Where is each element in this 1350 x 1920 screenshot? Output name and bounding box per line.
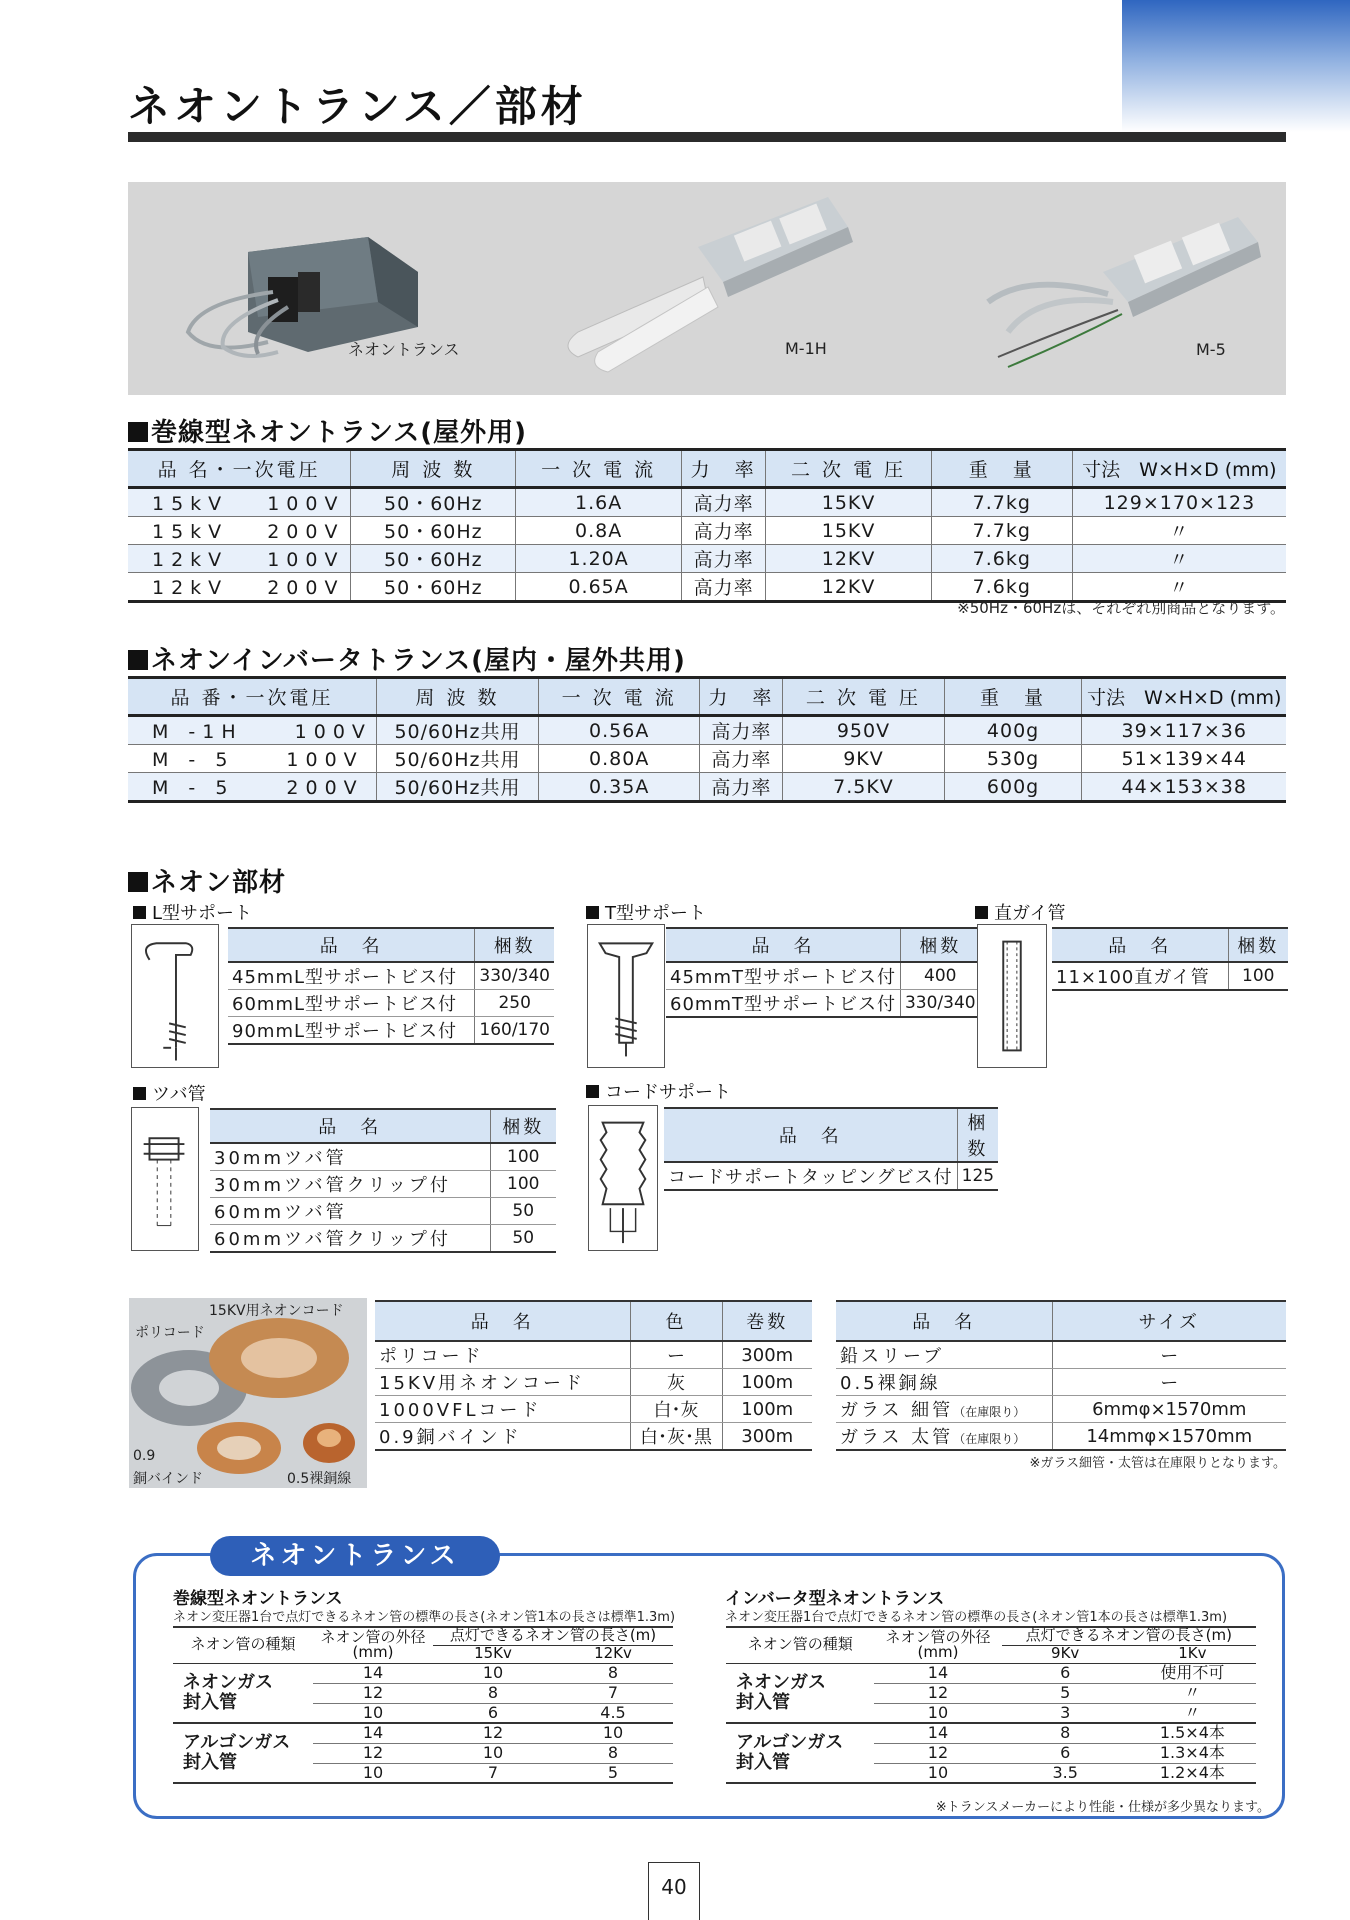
column-header: 重 量 — [944, 678, 1082, 716]
cord-photo-label-05: 0.5裸銅線 — [287, 1471, 352, 1487]
table-cell: 50/60Hz共用 — [376, 745, 538, 773]
table-cell: 14 — [874, 1663, 1001, 1683]
column-header: 梱数 — [1228, 928, 1288, 962]
table-cell: 10 — [874, 1763, 1001, 1783]
table-cell: 50/60Hz共用 — [376, 716, 538, 745]
table-cell — [836, 1423, 1052, 1451]
table-cell: 11×100直ガイ管 — [1052, 962, 1228, 990]
table-cell: 9KV — [783, 745, 944, 773]
cord-photo-label-09: 0.9 — [133, 1448, 156, 1464]
table-cell: 12KV — [766, 573, 931, 602]
photo-caption-neon-transformer: ネオントランス — [348, 340, 460, 359]
corner-gradient — [1122, 0, 1350, 132]
tsuba-table — [210, 1108, 556, 1253]
guide-right-table — [726, 1626, 1256, 1784]
table-cell: 14 — [313, 1723, 433, 1743]
table-row — [210, 1171, 556, 1198]
table-cell: 白･灰･黒 — [630, 1423, 722, 1451]
item-name: ガラス 細管 — [840, 1400, 954, 1421]
tsupport-table — [666, 927, 980, 1018]
table-cell: 12 — [313, 1743, 433, 1763]
column-header: 品 名 — [210, 1109, 490, 1143]
table-cell: 51×139×44 — [1082, 745, 1286, 773]
cord-photo-label-15kv: 15KV用ネオンコード — [209, 1303, 344, 1319]
section-heading-winding: 巻線型ネオントランス(屋外用) — [128, 412, 527, 449]
table-cell: 10 — [553, 1723, 673, 1743]
table-cell: 0.9銅バインド — [375, 1423, 630, 1451]
photo-caption-m1h: M-1H — [785, 339, 827, 358]
table-cell: M - 5 100V — [128, 745, 376, 773]
table-cell: 1.3×4本 — [1129, 1743, 1256, 1763]
column-header: サイズ — [1052, 1301, 1286, 1341]
table-cell: 7.7kg — [931, 488, 1072, 517]
table-row — [128, 488, 1286, 517]
table-cell: 129×170×123 — [1072, 488, 1286, 517]
column-header: 1Kv — [1129, 1645, 1256, 1663]
table-row — [173, 1723, 673, 1743]
straight-pipe-label: 直ガイ管 — [975, 899, 1065, 925]
table-row — [836, 1369, 1286, 1396]
table-cell: 15KV — [766, 488, 931, 517]
table-row — [228, 990, 554, 1017]
title-rule — [128, 132, 1286, 142]
table-cell: 100m — [722, 1396, 812, 1423]
table-cell: 300m — [722, 1341, 812, 1369]
table-cell: 〃 — [1129, 1683, 1256, 1703]
page-number: 40 — [648, 1862, 700, 1920]
table-cell — [836, 1396, 1052, 1423]
table-cell: 100m — [722, 1369, 812, 1396]
table-cell: 60mmツバ管 — [210, 1198, 490, 1225]
table-cell: 10 — [433, 1663, 553, 1683]
table-row — [375, 1369, 812, 1396]
gas-type — [173, 1723, 313, 1783]
column-header: 力 率 — [700, 678, 783, 716]
table-cell: 白･灰 — [630, 1396, 722, 1423]
lsupport-label: L型サポート — [133, 899, 252, 925]
table-row — [210, 1198, 556, 1225]
column-header: 12Kv — [553, 1645, 673, 1663]
table-cell: 15KV用ネオンコード — [375, 1369, 630, 1396]
table-cell: 1.2×4本 — [1129, 1763, 1256, 1783]
column-header — [874, 1627, 1001, 1663]
column-header: 力 率 — [681, 450, 766, 488]
table-cell: 0.65A — [516, 573, 681, 602]
column-header: 重 量 — [931, 450, 1072, 488]
photo-caption-m5: M-5 — [1196, 340, 1226, 359]
winding-note: ※50Hz・60Hzは、それぞれ別商品となります。 — [957, 599, 1285, 617]
table-cell: ー — [1052, 1341, 1286, 1369]
product-photo — [128, 182, 1286, 395]
table-cell: 12 — [433, 1723, 553, 1743]
table-row — [1052, 962, 1288, 990]
winding-transformer-table — [128, 448, 1286, 603]
tsuba-label: ツバ管 — [133, 1080, 206, 1106]
table-cell: 50・60Hz — [351, 517, 516, 545]
table-row — [128, 773, 1286, 802]
table-row — [726, 1723, 1256, 1743]
column-header: 周 波 数 — [351, 450, 516, 488]
page-title: ネオントランス／部材 — [128, 82, 587, 131]
table-row — [228, 962, 554, 990]
section-heading-parts: ネオン部材 — [128, 862, 286, 899]
item-name: ガラス 太管 — [840, 1427, 954, 1448]
table-cell: 39×117×36 — [1082, 716, 1286, 745]
table-cell: 15KV — [766, 517, 931, 545]
table-cell: 15kV 100V — [128, 488, 351, 517]
column-header: 梱数 — [475, 928, 554, 962]
table-cell: 8 — [553, 1743, 673, 1763]
straight-pipe-diagram — [977, 924, 1047, 1068]
table-cell: 高力率 — [681, 488, 766, 517]
table-cell: ー — [630, 1341, 722, 1369]
table-cell: 8 — [553, 1663, 673, 1683]
column-header: 品 番・一次電圧 — [128, 678, 376, 716]
gas-type — [173, 1663, 313, 1723]
column-header: 点灯できるネオン管の長さ(m) — [1002, 1627, 1256, 1645]
table-cell: 高力率 — [681, 517, 766, 545]
gas-type-line: 封入管 — [183, 1691, 237, 1713]
column-header: 二 次 電 圧 — [783, 678, 944, 716]
column-header: ネオン管の種類 — [173, 1627, 313, 1663]
table-cell: 60mmT型サポートビス付 — [666, 990, 900, 1018]
column-header: ネオン管の種類 — [726, 1627, 874, 1663]
table-cell: 330/340 — [475, 962, 554, 990]
table-cell: 高力率 — [681, 545, 766, 573]
table-cell: 1.5×4本 — [1129, 1723, 1256, 1743]
table-cell: 7.5KV — [783, 773, 944, 802]
tsuba-diagram — [131, 1107, 199, 1251]
table-cell: M - 5 200V — [128, 773, 376, 802]
guide-left-table — [173, 1626, 673, 1784]
table-cell: M -1H 100V — [128, 716, 376, 745]
table-cell: 〃 — [1072, 517, 1286, 545]
table-cell: 45mmL型サポートビス付 — [228, 962, 475, 990]
table-row — [173, 1663, 673, 1683]
table-cell: 30mmツバ管 — [210, 1143, 490, 1171]
gas-type-line: 封入管 — [736, 1691, 790, 1713]
item-name: 0.5裸銅線 — [840, 1373, 941, 1394]
table-cell: 50・60Hz — [351, 488, 516, 517]
table-row — [836, 1341, 1286, 1369]
table-cell: 0.56A — [539, 716, 700, 745]
column-header: 色 — [630, 1301, 722, 1341]
table-cell: 50・60Hz — [351, 573, 516, 602]
table-cell: 14 — [874, 1723, 1001, 1743]
item-note: （在庫限り） — [953, 1432, 1026, 1446]
table-cell: 90mmL型サポートビス付 — [228, 1017, 475, 1045]
guide-pill: ネオントランス — [210, 1536, 500, 1576]
table-cell: 300m — [722, 1423, 812, 1451]
table-cell: 使用不可 — [1129, 1663, 1256, 1683]
table-cell: 50/60Hz共用 — [376, 773, 538, 802]
table-row — [666, 962, 980, 990]
table-cell: 600g — [944, 773, 1082, 802]
table-cell: 400 — [900, 962, 979, 990]
item-name: 鉛スリーブ — [840, 1346, 945, 1367]
table-cell: 7 — [553, 1683, 673, 1703]
section-heading-inverter: ネオンインバータトランス(屋内・屋外共用) — [128, 640, 686, 677]
guide-note: ※トランスメーカーにより性能・仕様が多少異なります。 — [935, 1800, 1270, 1815]
gas-type-line: 封入管 — [736, 1752, 790, 1773]
tsupport-diagram — [587, 924, 665, 1068]
tsupport-label: T型サポート — [586, 899, 706, 925]
table-cell: 100 — [1228, 962, 1288, 990]
column-header: 寸法 W×H×D (mm) — [1082, 678, 1286, 716]
table-cell: 14 — [313, 1663, 433, 1683]
column-header: 9Kv — [1002, 1645, 1129, 1663]
column-header: 15Kv — [433, 1645, 553, 1663]
table-row — [128, 716, 1286, 745]
table-cell: 100 — [490, 1171, 556, 1198]
table-cell: 1.20A — [516, 545, 681, 573]
table-cell: 50 — [490, 1198, 556, 1225]
table-cell: 〃 — [1072, 545, 1286, 573]
header-text: (mm) — [352, 1643, 394, 1662]
header-text: ネオン管の外径 — [885, 1627, 991, 1646]
table-cell: コードサポートタッピングビス付 — [664, 1162, 957, 1190]
header-text: (mm) — [917, 1643, 959, 1662]
table-cell: 12 — [313, 1683, 433, 1703]
column-header — [313, 1627, 433, 1663]
inverter-transformer-table — [128, 676, 1286, 803]
column-header: 巻数 — [722, 1301, 812, 1341]
table-row — [375, 1341, 812, 1369]
table-row — [836, 1396, 1286, 1423]
table-row — [210, 1143, 556, 1171]
cord-photo-label-bind: 銅バインド — [133, 1471, 203, 1487]
table-cell: 50・60Hz — [351, 545, 516, 573]
table-row — [228, 1017, 554, 1045]
table-row — [375, 1423, 812, 1451]
column-header: 品 名 — [228, 928, 475, 962]
cords-photo — [129, 1298, 367, 1488]
gas-type-line: アルゴンガス — [736, 1732, 844, 1754]
gas-type-line: アルゴンガス — [183, 1732, 291, 1754]
table-cell: 5 — [553, 1763, 673, 1783]
guide-right-sub: ネオン変圧器1台で点灯できるネオン管の標準の長さ(ネオン管1本の長さは標準1.3m) — [725, 1610, 1228, 1625]
cord-support-diagram — [588, 1105, 658, 1251]
lsupport-table — [228, 927, 554, 1045]
column-header: 周 波 数 — [376, 678, 538, 716]
column-header: 品 名 — [664, 1108, 957, 1162]
table-cell: 12kV 200V — [128, 573, 351, 602]
table-cell: 3.5 — [1002, 1763, 1129, 1783]
table-cell: 12KV — [766, 545, 931, 573]
table-cell — [836, 1341, 1052, 1369]
table-cell: 400g — [944, 716, 1082, 745]
table-cell: 〃 — [1072, 573, 1286, 602]
table-cell: 高力率 — [681, 573, 766, 602]
table-row — [128, 517, 1286, 545]
table-cell: 6 — [1002, 1663, 1129, 1683]
table-cell: 7.7kg — [931, 517, 1072, 545]
table-cell: 〃 — [1129, 1703, 1256, 1723]
table-row — [664, 1162, 998, 1190]
table-cell: 12 — [874, 1743, 1001, 1763]
table-cell: 160/170 — [475, 1017, 554, 1045]
table-cell: 1.6A — [516, 488, 681, 517]
table-cell: 10 — [433, 1743, 553, 1763]
table-cell: 4.5 — [553, 1703, 673, 1723]
column-header: 品 名 — [375, 1301, 630, 1341]
table-cell: 7.6kg — [931, 545, 1072, 573]
column-header: 品 名 — [836, 1301, 1052, 1341]
table-row — [726, 1663, 1256, 1683]
table-cell: 1000VFLコード — [375, 1396, 630, 1423]
table-cell: 125 — [957, 1162, 998, 1190]
table-cell: 3 — [1002, 1703, 1129, 1723]
gas-type-line: ネオンガス — [736, 1671, 826, 1693]
gas-type-line: 封入管 — [183, 1752, 237, 1773]
column-header: 二 次 電 圧 — [766, 450, 931, 488]
table-cell: 10 — [313, 1703, 433, 1723]
table-cell — [836, 1369, 1052, 1396]
table-cell: 6 — [1002, 1743, 1129, 1763]
table-cell: 100 — [490, 1143, 556, 1171]
table-cell: 8 — [1002, 1723, 1129, 1743]
table-cell: 6 — [433, 1703, 553, 1723]
misc-parts-table — [836, 1300, 1286, 1451]
column-header: 品 名 — [1052, 928, 1228, 962]
header-text: ネオン管の外径 — [320, 1627, 426, 1646]
table-cell: 10 — [874, 1703, 1001, 1723]
guide-right-title: インバータ型ネオントランス — [725, 1589, 945, 1609]
table-cell: 12kV 100V — [128, 545, 351, 573]
table-row — [375, 1396, 812, 1423]
table-cell: 0.8A — [516, 517, 681, 545]
table-cell: 灰 — [630, 1369, 722, 1396]
table-cell: 高力率 — [700, 716, 783, 745]
gas-type — [726, 1723, 874, 1783]
gas-type-line: ネオンガス — [183, 1671, 273, 1693]
table-cell: 60mmL型サポートビス付 — [228, 990, 475, 1017]
table-cell: 高力率 — [700, 745, 783, 773]
misc-note: ※ガラス細管・太管は在庫限りとなります。 — [1029, 1456, 1286, 1471]
table-row — [666, 990, 980, 1018]
table-cell: 530g — [944, 745, 1082, 773]
table-cell: 45mmT型サポートビス付 — [666, 962, 900, 990]
table-cell: 0.35A — [539, 773, 700, 802]
table-cell: 6mmφ×1570mm — [1052, 1396, 1286, 1423]
table-cell: 5 — [1002, 1683, 1129, 1703]
column-header: 梱数 — [490, 1109, 556, 1143]
cord-support-label: コードサポート — [586, 1078, 731, 1104]
table-cell: 8 — [433, 1683, 553, 1703]
cord-photo-label-poly: ポリコード — [135, 1325, 205, 1341]
column-header: 点灯できるネオン管の長さ(m) — [433, 1627, 673, 1645]
lsupport-diagram — [131, 924, 219, 1068]
table-cell: 60mmツバ管クリップ付 — [210, 1225, 490, 1253]
table-cell: ポリコード — [375, 1341, 630, 1369]
table-cell: 12 — [874, 1683, 1001, 1703]
table-cell: 250 — [475, 990, 554, 1017]
table-cell: 0.80A — [539, 745, 700, 773]
table-row — [836, 1423, 1286, 1451]
column-header: 品 名・一次電圧 — [128, 450, 351, 488]
guide-left-sub: ネオン変圧器1台で点灯できるネオン管の標準の長さ(ネオン管1本の長さは標準1.3m) — [173, 1610, 676, 1625]
column-header: 梱数 — [957, 1108, 998, 1162]
table-cell: 7 — [433, 1763, 553, 1783]
column-header: 一 次 電 流 — [516, 450, 681, 488]
table-cell: 50 — [490, 1225, 556, 1253]
gas-type — [726, 1663, 874, 1723]
item-note: （在庫限り） — [953, 1405, 1026, 1419]
table-cell: 高力率 — [700, 773, 783, 802]
product-illustration — [128, 182, 1286, 395]
column-header: 品 名 — [666, 928, 900, 962]
table-cell: 15kV 200V — [128, 517, 351, 545]
table-row — [210, 1225, 556, 1253]
cords-table — [375, 1300, 812, 1451]
straight-pipe-table — [1052, 927, 1288, 991]
table-cell: ー — [1052, 1369, 1286, 1396]
table-cell: 950V — [783, 716, 944, 745]
cord-support-table — [664, 1107, 998, 1191]
guide-left-title: 巻線型ネオントランス — [173, 1589, 343, 1609]
column-header: 一 次 電 流 — [539, 678, 700, 716]
table-cell: 30mmツバ管クリップ付 — [210, 1171, 490, 1198]
column-header: 寸法 W×H×D (mm) — [1072, 450, 1286, 488]
column-header: 梱数 — [900, 928, 979, 962]
table-cell: 14mmφ×1570mm — [1052, 1423, 1286, 1451]
table-row — [128, 545, 1286, 573]
table-cell: 44×153×38 — [1082, 773, 1286, 802]
table-cell: 10 — [313, 1763, 433, 1783]
table-row — [128, 745, 1286, 773]
table-cell: 330/340 — [900, 990, 979, 1018]
table-cell: 7.6kg — [931, 573, 1072, 602]
